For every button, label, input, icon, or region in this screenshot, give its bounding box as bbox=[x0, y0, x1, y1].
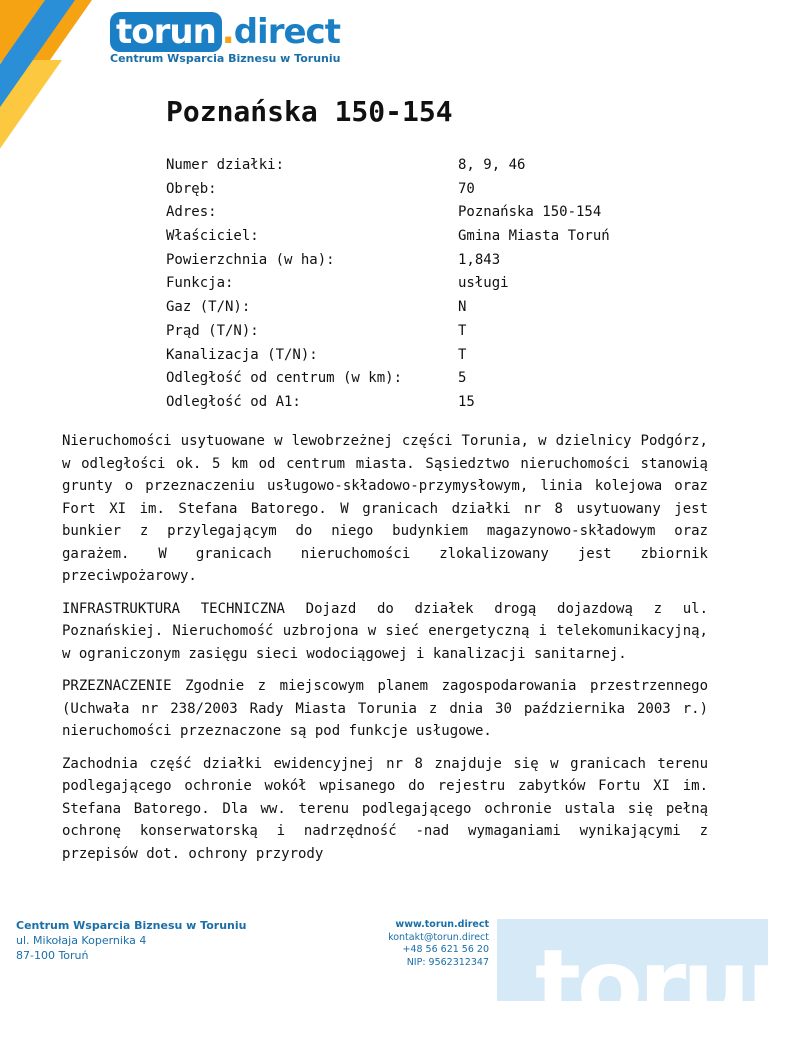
footer-website-link[interactable]: www.torun.direct bbox=[395, 919, 489, 930]
fact-row bbox=[166, 299, 610, 323]
footer-phone: +48 56 621 56 20 bbox=[402, 944, 489, 955]
fact-value: 70 bbox=[458, 180, 475, 197]
fact-value: N bbox=[458, 299, 467, 316]
fact-value: 8, 9, 46 bbox=[458, 157, 526, 173]
fact-row bbox=[166, 347, 610, 371]
footer-brand-panel bbox=[497, 919, 811, 1041]
torun-direct-logo bbox=[110, 12, 341, 68]
fact-row bbox=[166, 181, 610, 205]
fact-value: 5 bbox=[458, 370, 467, 387]
fact-label: Odległość od centrum (w km): bbox=[166, 370, 403, 387]
footer-org-name: Centrum Wsparcia Biznesu w Toruniu bbox=[16, 919, 247, 932]
fact-row bbox=[166, 204, 610, 228]
fact-row bbox=[166, 252, 610, 276]
footer-brand-word: torun bbox=[535, 929, 811, 1041]
fact-value: usługi bbox=[458, 275, 509, 292]
paragraph-infrastructure: INFRASTRUKTURA TECHNICZNA Dojazd do działek drogą dojazdową z ul. Poznańskiej. Nieruchomość uzbrojona w sieć energetyczną i telekomunikacyjną, w ograniczonym zasięgu sieci wodociągowej i kanalizacji sanitarnej. bbox=[62, 600, 708, 662]
fact-row bbox=[166, 157, 610, 181]
logo-wordmark: torun .direct bbox=[110, 12, 340, 52]
fact-label: Prąd (T/N): bbox=[166, 322, 259, 339]
fact-label: Powierzchnia (w ha): bbox=[166, 251, 335, 268]
footer-contact bbox=[383, 919, 489, 969]
footer-city: 87-100 Toruń bbox=[16, 949, 89, 962]
description bbox=[62, 430, 708, 875]
fact-value: T bbox=[458, 346, 467, 363]
footer-email-link[interactable]: kontakt@torun.direct bbox=[388, 931, 489, 943]
fact-label: Numer działki: bbox=[166, 157, 285, 173]
page-title: Poznańska 150-154 bbox=[166, 95, 453, 128]
logo-subtitle: Centrum Wsparcia Biznesu w Toruniu bbox=[110, 52, 341, 65]
fact-row bbox=[166, 323, 610, 347]
fact-label: Funkcja: bbox=[166, 275, 234, 292]
footer-nip: NIP: 9562312347 bbox=[406, 956, 489, 968]
fact-label: Obręb: bbox=[166, 180, 217, 197]
fact-row bbox=[166, 394, 610, 418]
fact-value: 15 bbox=[458, 393, 475, 410]
property-facts bbox=[166, 157, 610, 418]
fact-label: Odległość od A1: bbox=[166, 393, 301, 410]
footer-street: ul. Mikołaja Kopernika 4 bbox=[16, 934, 147, 947]
fact-row bbox=[166, 228, 610, 252]
footer bbox=[0, 912, 811, 1041]
fact-label: Właściciel: bbox=[166, 228, 259, 245]
fact-value: Poznańska 150-154 bbox=[458, 204, 602, 221]
fact-label: Adres: bbox=[166, 204, 217, 221]
paragraph-location: Nieruchomości usytuowane w lewobrzeżnej części Torunia, w dzielnicy Podgórz, w odległości ok. 5 km od centrum miasta. Sąsiedztwo nieruchomości stanowią grunty o przeznaczeniu usługowo-składowo-przymysłowym, linia kolejowa oraz Fort XI im. Stefana Batorego. W granicach działki nr 8 usytuowany jest bunkier z przylegającym do niego budynkiem magazynowo-składowym oraz garażem. W granicach nieruchomości zlokalizowany jest zbiornik przeciwpożarowy. bbox=[62, 433, 708, 584]
paragraph-protection: Zachodnia część działki ewidencyjnej nr 8 znajduje się w granicach terenu podlegającego ochronie wokół wpisanego do rejestru zabytków Fortu XI im. Stefana Batorego. Dla ww. terenu podlegającego ochronie ustala się pełną ochronę konserwatorską i nadrzędność -nad wymaganiami wynikającymi z przepisów dot. ochrony przyrody bbox=[62, 755, 708, 862]
fact-row bbox=[166, 275, 610, 299]
fact-label: Kanalizacja (T/N): bbox=[166, 346, 318, 363]
fact-value: 1,843 bbox=[458, 251, 501, 268]
fact-value: T bbox=[458, 322, 467, 339]
footer-address bbox=[16, 918, 246, 963]
fact-label: Gaz (T/N): bbox=[166, 299, 251, 316]
fact-row bbox=[166, 370, 610, 394]
paragraph-zoning: PRZEZNACZENIE Zgodnie z miejscowym planem zagospodarowania przestrzennego (Uchwała nr 238/2003 Rady Miasta Torunia z dnia 30 października 2003 r.) nieruchomości przeznaczone są pod funkcje usługowe. bbox=[62, 678, 708, 739]
fact-value: Gmina Miasta Toruń bbox=[458, 228, 610, 245]
